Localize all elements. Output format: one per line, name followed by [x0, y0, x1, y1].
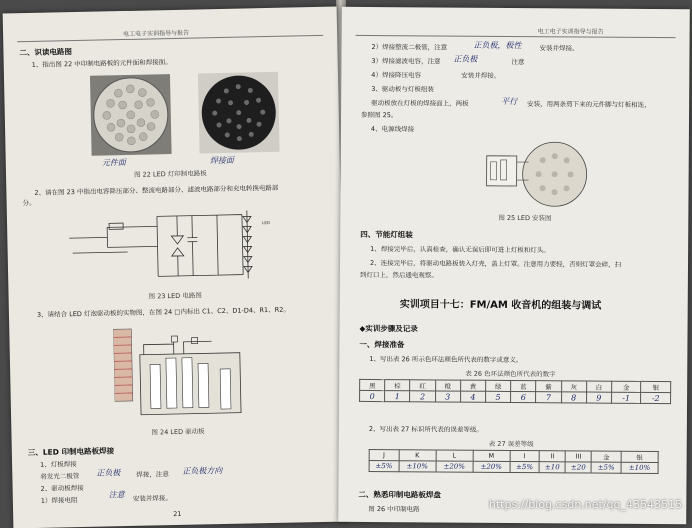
fig24-caption: 图 24 LED 驱动板: [151, 427, 204, 436]
table26-value-cell: 2: [410, 391, 435, 402]
prep-1-text: 1、写出表 26 所示色环法颜色所代表的数字或意义。: [369, 355, 522, 364]
csdn-watermark: https://blog.csdn.net/qq_43543515: [489, 498, 682, 511]
table27-value-cell: ±20%: [436, 461, 473, 472]
table27-head-cell: III: [565, 451, 591, 462]
table26-value-cell: 6: [511, 391, 536, 402]
table27-value-cell: ±10%: [621, 462, 658, 473]
hand-note-solder-side: 焊接面: [210, 155, 234, 167]
item2-text: 2、请在图 23 中指出电容降压部分、整流电路部分、滤波电路部分和充电转换电路部: [34, 184, 278, 197]
r4-text: 4）焊接降压电容: [371, 71, 421, 79]
hand-note-r2: 正负极，极性: [473, 40, 521, 51]
hand-note-r3: 正负极: [453, 54, 477, 65]
led-board-solder-photo: [198, 72, 280, 154]
led-board-component-image: [90, 74, 172, 156]
left-page-number: 21: [173, 510, 181, 518]
hand-note-s3-1: 正负极: [96, 467, 120, 479]
table26-value-cell: 8: [561, 392, 586, 403]
s4-1-text: 1、焊接完毕后，认真检查，确认无误后即可进上灯板和灯头。: [370, 245, 550, 254]
table26-head-cell: 紫: [536, 381, 561, 392]
s3-1-heading: 1、灯板焊接: [40, 460, 77, 469]
r2-text: 2）焊接整流二极管，注意: [371, 43, 447, 52]
table27-caption: 表 27 误差等级: [489, 440, 534, 448]
r4-tail: 安装并焊接。: [461, 72, 500, 80]
s3-1-text2: 焊接，注意: [136, 470, 169, 479]
led-assembly-diagram: [476, 136, 607, 211]
table27-value-cell: ±20%: [473, 461, 510, 472]
table27-head-cell: J: [369, 449, 399, 460]
right-header-line: [356, 35, 676, 38]
table27-head-cell: I: [510, 450, 540, 461]
table26-head-cell: 棕: [385, 380, 410, 391]
table26-value-cell: 9: [586, 392, 611, 403]
fig25-caption: 图 25 LED 安装图: [498, 214, 551, 222]
hand-note-s3-2: 注意: [109, 489, 125, 500]
table26-caption: 表 26 色环法颜色所代表的数字: [465, 370, 555, 379]
hand-note-component-side: 元件面: [102, 157, 126, 169]
table26-value-cell: -1: [611, 392, 641, 403]
table27-head-cell: 金: [591, 451, 621, 462]
s2b-1-text: 图 26 中印制电路: [368, 505, 419, 513]
s3-2-text: 1）焊接电阻: [41, 496, 78, 505]
table26-head-cell: 蓝: [511, 380, 536, 391]
item2-text-cont: 分。: [23, 199, 36, 207]
s3-2-heading: 2、驱动板焊接: [41, 484, 84, 493]
led-board-component-photo: [90, 74, 172, 156]
right-page-header: 电工电子实训指导与报告: [538, 26, 604, 35]
table27-value-cell: ±10: [539, 462, 565, 473]
s4-2-text: 2、连接完毕后，将驱动电路板装入灯壳，盖上灯罩。注意用力要轻，否则灯罩会碎，扫: [370, 259, 621, 269]
hand-note-r6: 平行: [501, 96, 517, 107]
table26-head-cell: 绿: [486, 380, 511, 391]
table26-head-cell: 白: [586, 381, 611, 392]
table27-value-cell: ±5%: [369, 460, 399, 471]
project-title: 实训项目十七：FM/AM 收音机的组装与调试: [400, 301, 602, 310]
item1-text: 1、指出图 22 中印制电路板的元件面和焊接面。: [32, 58, 172, 69]
table27-value-cell: ±20: [565, 462, 591, 473]
table26-head-cell: 灰: [561, 381, 586, 392]
s3-1-text: 将发光二极管: [40, 472, 79, 481]
steps-title: ◆实训步骤及记录: [360, 325, 418, 333]
table27-value-row: [369, 460, 658, 473]
section2b-title: 二、熟悉印制电路板焊盘: [358, 491, 441, 500]
right-page: [338, 7, 690, 524]
table26-value-row: [360, 390, 671, 403]
left-page: [3, 7, 348, 528]
table26-value-cell: 3: [435, 391, 460, 402]
table26-head-cell: 银: [641, 381, 671, 392]
section4-title: 四、节能灯组装: [360, 231, 413, 239]
table27-head-cell: K: [399, 450, 436, 461]
hand-note-s3-1b: 正负极方向: [182, 465, 222, 477]
r3-text: 3）焊接滤波电容，注意: [371, 57, 440, 65]
table26-head-cell: 黑: [360, 379, 385, 390]
table26-head-cell: 红: [410, 380, 435, 391]
table26-head-cell: 黄: [460, 380, 485, 391]
table26-value-cell: 0: [360, 390, 385, 401]
section3-title: 三、LED 印制电路板焊接: [28, 447, 114, 457]
r6-text-c: 参照图 25。: [361, 111, 397, 119]
table26-value-cell: -2: [641, 392, 671, 403]
table27-head-cell: L: [436, 450, 473, 461]
table27-value-cell: ±10%: [399, 461, 436, 472]
table26-value-cell: 5: [485, 391, 510, 402]
r2-tail: 安装并焊接。: [539, 44, 578, 52]
table26-head-cell: 橙: [435, 380, 460, 391]
s4-2-text-cont: 到灯口上，然后通电观察。: [360, 271, 438, 280]
r5-text: 3、驱动板与灯板组装: [371, 85, 434, 93]
table27-head-cell: M: [473, 450, 510, 461]
item3-text: 3、请结合 LED 灯泡驱动板的实物图，在图 24 □内标出 C1、C2、D1-D4、R1、R2。: [37, 306, 290, 319]
left-page-header: 电工电子实训指导与报告: [123, 28, 189, 38]
table27-head-cell: II: [539, 451, 565, 462]
table26-value-cell: 4: [460, 391, 485, 402]
prep-2-text: 2、写出表 27 标识所代表的误差等级。: [369, 425, 483, 434]
table27-value-cell: ±5%: [591, 462, 621, 473]
r6-text-a: 驱动板放在灯板的焊接面上，两板: [371, 99, 469, 108]
section2-title: 二、识读电路图: [19, 48, 72, 57]
led-circuit-diagram: [67, 204, 289, 289]
drive-board-image: [113, 323, 245, 426]
prep-title: 一、焊接准备: [359, 341, 404, 349]
table27-head-cell: 银: [621, 451, 658, 462]
svg-text:LED: LED: [262, 220, 270, 225]
r6-text-b: 安装，用两条剪下来的元件脚与灯板相连，: [527, 100, 651, 109]
table27-value-cell: ±5%: [510, 461, 540, 472]
s3-2-text2: 安装并焊接。: [133, 494, 172, 503]
fig23-caption: 图 23 LED 电路图: [149, 291, 202, 300]
drive-board-photo: [113, 323, 245, 426]
color-code-table: [359, 379, 671, 404]
led-board-solder-image: [198, 72, 280, 154]
table26-head-cell: 金: [611, 381, 641, 392]
fig22-caption: 图 22 LED 灯印制电路板: [134, 169, 207, 179]
table26-value-cell: 1: [385, 391, 410, 402]
r3-tail: 注意: [511, 58, 524, 66]
tolerance-table: [369, 449, 659, 474]
r7-text: 4、电源线焊接: [371, 125, 414, 133]
table26-value-cell: 7: [536, 392, 561, 403]
